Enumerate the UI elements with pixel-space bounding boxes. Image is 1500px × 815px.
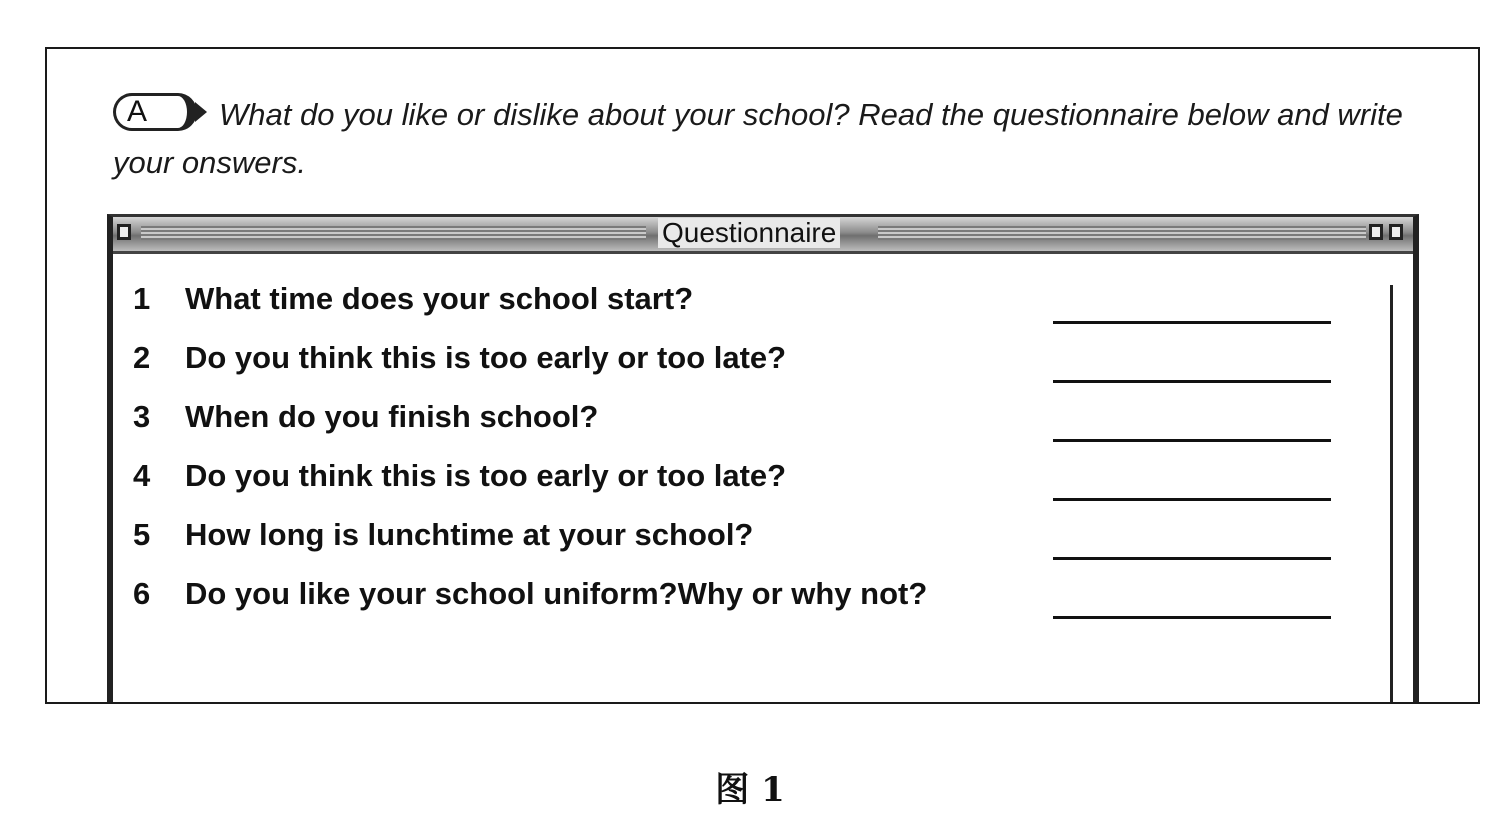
questionnaire-window xyxy=(107,214,1419,704)
question-text: Do you think this is too early or too late? xyxy=(185,340,787,375)
question-list xyxy=(133,273,1343,627)
badge-pill-shape xyxy=(113,93,197,131)
answer-blank[interactable] xyxy=(1053,498,1331,501)
question-number: 6 xyxy=(133,576,151,611)
question-row xyxy=(133,568,1343,627)
close-box-icon[interactable] xyxy=(117,224,131,240)
instruction-text: What do you like or dislike about your school? Read the questionnaire below and write your onswers. xyxy=(113,97,1403,180)
window-title: Questionnaire xyxy=(658,218,840,248)
exercise-frame xyxy=(45,47,1480,704)
question-row xyxy=(133,509,1343,568)
question-row xyxy=(133,273,1343,332)
question-row xyxy=(133,332,1343,391)
answer-blank[interactable] xyxy=(1053,616,1331,619)
question-number: 3 xyxy=(133,399,151,434)
answer-blank[interactable] xyxy=(1053,321,1331,324)
titlebar-stripes-right xyxy=(878,226,1366,240)
section-badge xyxy=(113,93,205,131)
answer-blank[interactable] xyxy=(1053,439,1331,442)
question-number: 5 xyxy=(133,517,151,552)
question-row xyxy=(133,391,1343,450)
answer-blank[interactable] xyxy=(1053,557,1331,560)
question-number: 2 xyxy=(133,340,151,375)
question-text: When do you finish school? xyxy=(185,399,599,434)
zoom-box-icon[interactable] xyxy=(1369,224,1383,240)
window-titlebar xyxy=(113,217,1413,254)
badge-letter: A xyxy=(127,95,148,128)
titlebar-stripes-left xyxy=(141,226,646,240)
question-text: Do you think this is too early or too late? xyxy=(185,458,787,493)
play-arrow-icon xyxy=(195,102,207,122)
figure-caption: 图 1 xyxy=(715,770,785,810)
question-number: 4 xyxy=(133,458,151,493)
question-number: 1 xyxy=(133,281,151,316)
answer-blank[interactable] xyxy=(1053,380,1331,383)
instruction-text-block xyxy=(113,91,1423,187)
collapse-box-icon[interactable] xyxy=(1389,224,1403,240)
scrollbar-track[interactable] xyxy=(1390,285,1393,704)
question-text: Do you like your school uniform?Why or why not? xyxy=(185,576,928,611)
question-row xyxy=(133,450,1343,509)
question-text: How long is lunchtime at your school? xyxy=(185,517,754,552)
question-text: What time does your school start? xyxy=(185,281,694,316)
